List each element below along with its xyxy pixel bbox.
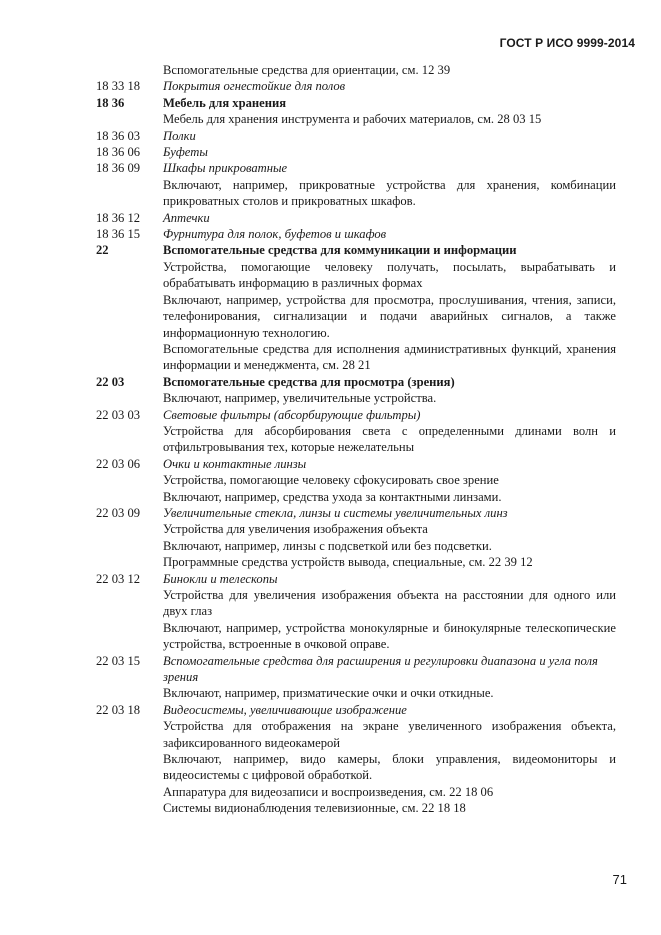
entry-row [96,95,616,111]
entry-code: 18 36 03 [96,128,141,143]
entry-code: 22 [96,243,109,258]
entry-continuation-row [96,538,616,554]
entry-code: 22 03 12 [96,571,141,586]
entry-continuation-row [96,390,616,406]
entry-description: Устройства для абсорбирования света с определенными длинами волн и отфильтровывания тех, которые нежелательны [163,423,616,455]
entry-description: Мебель для хранения инструмента и рабочих материалов, см. 28 03 15 [163,112,542,127]
entry-title: Бинокли и телескопы [163,571,278,586]
entry-continuation-row [96,800,616,816]
entry-title: Вспомогательные средства для коммуникации и информации [163,243,517,258]
entry-description: Вспомогательные средства для ориентации, см. 12 39 [163,63,451,77]
entry-title: Видеосистемы, увеличивающие изображение [163,702,407,717]
entry-description: Вспомогательные средства для исполнения административных функций, хранения информации и менеджмента, см. 28 21 [163,341,616,373]
entry-continuation-row [96,259,616,292]
entry-description: Устройства, помогающие человеку получать, посылать, вырабатывать и обрабатывать информацию в различных формах [163,259,616,291]
entry-code: 22 03 [96,374,125,389]
entry-continuation-row [96,521,616,537]
entry-description: Аппаратура для видеозаписи и воспроизведения, см. 22 18 06 [163,784,494,799]
entry-description: Системы видионаблюдения телевизионные, см. 22 18 18 [163,801,466,816]
entry-row [96,210,616,226]
entry-row [96,407,616,423]
entry-description: Устройства, помогающие человеку сфокусировать свое зрение [163,473,499,488]
entry-continuation-row [96,587,616,620]
entry-code: 22 03 03 [96,407,141,422]
entry-code: 18 33 18 [96,79,141,94]
entry-title: Полки [163,128,196,143]
entry-continuation-row [96,554,616,570]
entry-title: Фурнитура для полок, буфетов и шкафов [163,227,387,242]
entry-continuation-row [96,489,616,505]
entry-row [96,144,616,160]
entry-row [96,226,616,242]
entry-title: Увеличительные стекла, линзы и системы увеличительных линз [163,505,508,520]
entry-code: 22 03 15 [96,653,141,668]
document-header: ГОСТ Р ИСО 9999-2014 [499,36,635,50]
entry-row [96,128,616,144]
entry-continuation-row [96,751,616,784]
entry-row [96,242,616,258]
entry-row [96,702,616,718]
entry-continuation-row [96,423,616,456]
entry-row [96,160,616,176]
entry-code: 18 36 15 [96,227,141,242]
entry-description: Включают, например, линзы с подсветкой или без подсветки. [163,538,492,553]
entry-description: Включают, например, средства ухода за контактными линзами. [163,489,502,504]
entry-description: Включают, например, призматические очки и очки откидные. [163,686,494,701]
entry-continuation-row [96,620,616,653]
entry-title: Мебель для хранения [163,95,287,110]
entry-description: Включают, например, прикроватные устройства для хранения, комбинации прикроватных столов и прикроватных шкафов. [163,177,616,209]
entry-title: Буфеты [163,145,208,160]
entry-description: Включают, например, увеличительные устройства. [163,391,437,406]
entry-description: Включают, например, устройства для просмотра, прослушивания, чтения, записи, телефонирования, сигнализации и подачи аварийных сигналов, а также информационную технологию. [163,292,616,340]
entry-description: Устройства для увеличения изображения объекта на расстоянии для одного или двух глаз [163,588,616,619]
entry-title: Покрытия огнестойкие для полов [163,79,346,94]
entry-row [96,374,616,390]
entry-continuation-row [96,472,616,488]
entry-code: 18 36 06 [96,145,141,160]
entry-continuation-row [96,685,616,701]
entry-continuation-row [96,784,616,800]
entry-title: Вспомогательные средства для просмотра (зрения) [163,374,455,389]
entry-code: 22 03 18 [96,702,141,717]
entry-row [96,505,616,521]
entry-code: 18 36 09 [96,161,141,176]
entry-code: 18 36 [96,95,125,110]
entry-row [96,653,616,686]
entry-continuation-row [96,177,616,210]
entry-title: Шкафы прикроватные [163,161,288,176]
entry-row [96,78,616,94]
entry-row [96,571,616,587]
entry-title: Вспомогательные средства для расширения и регулировки диапазона и угла поля зрения [163,653,598,685]
entry-title: Световые фильтры (абсорбирующие фильтры) [163,407,421,422]
classification-list [96,62,616,817]
entry-title: Аптечки [163,210,210,225]
entry-title: Очки и контактные линзы [163,456,307,471]
entry-row [96,62,616,78]
entry-row [96,456,616,472]
entry-code: 22 03 09 [96,505,141,520]
entry-continuation-row [96,341,616,374]
entry-description: Устройства для увеличения изображения объекта [163,522,428,537]
entry-description: Включают, например, видо камеры, блоки управления, видеомониторы и видеосистемы с цифровой обработкой. [163,752,616,783]
entry-description: Включают, например, устройства монокулярные и бинокулярные телескопические устройства, встроенные в очковой оправе. [163,620,616,652]
entry-description: Устройства для отображения на экране увеличенного изображения объекта, зафиксированного видеокамерой [163,719,616,750]
entry-continuation-row [96,718,616,751]
entry-continuation-row [96,292,616,341]
entry-description: Программные средства устройств вывода, специальные, см. 22 39 12 [163,555,533,570]
entry-code: 18 36 12 [96,210,141,225]
entry-code: 22 03 06 [96,456,141,471]
page-number: 71 [612,872,627,887]
entry-continuation-row [96,111,616,127]
